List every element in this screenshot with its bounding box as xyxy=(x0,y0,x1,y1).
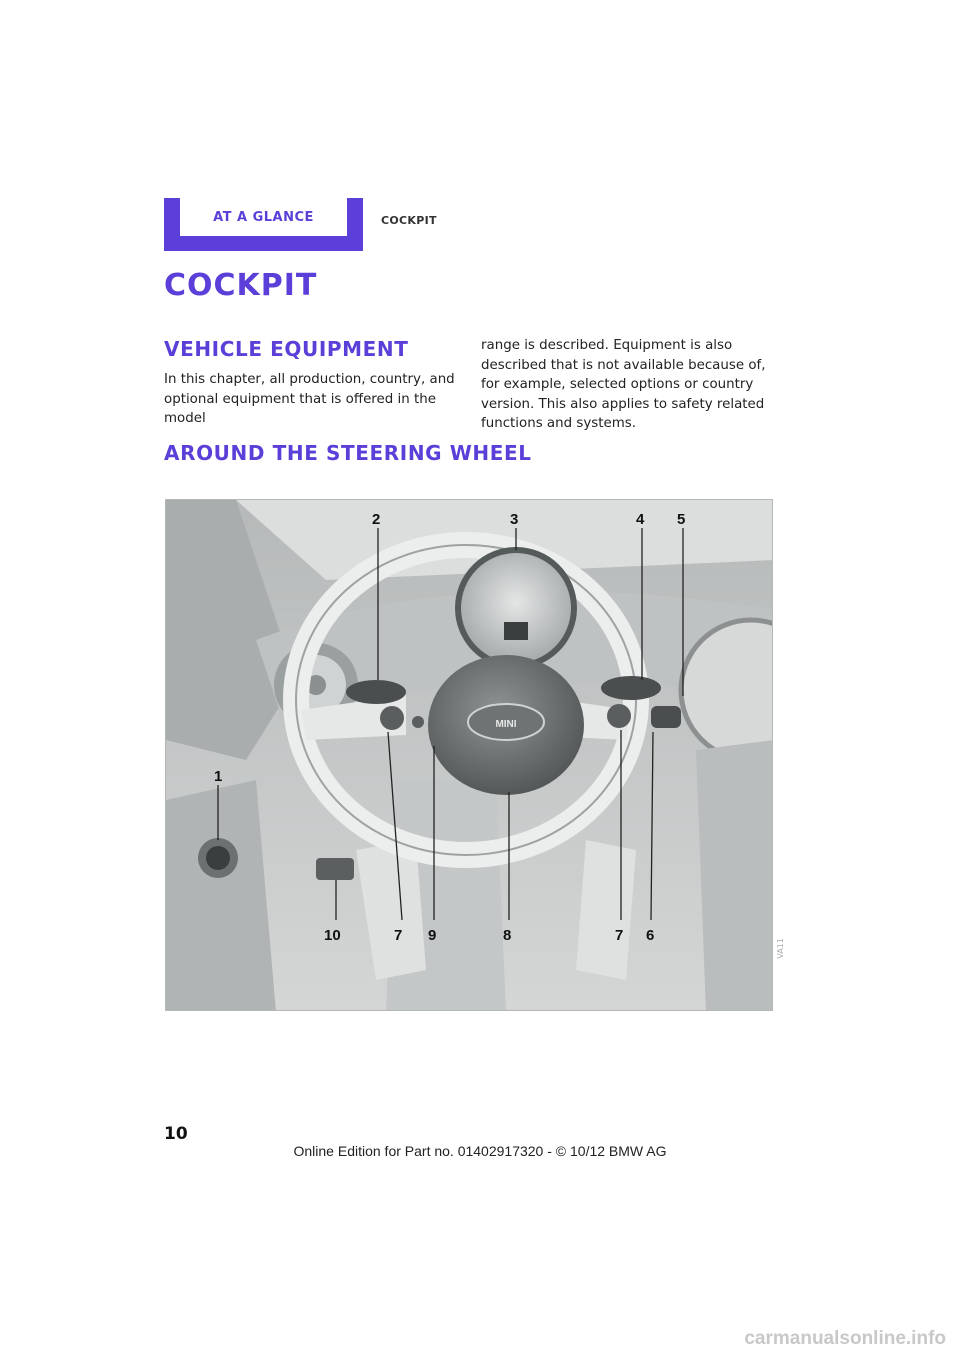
callout-10: 10 xyxy=(324,927,341,944)
watermark: carmanualsonline.info xyxy=(744,1328,946,1349)
section-tab[interactable] xyxy=(180,198,347,236)
callout-8: 8 xyxy=(503,927,512,944)
callout-3: 3 xyxy=(510,511,519,528)
running-head: COCKPIT xyxy=(381,214,437,227)
callout-5: 5 xyxy=(677,511,686,528)
callout-7-left: 7 xyxy=(394,927,403,944)
callout-7-right: 7 xyxy=(615,927,624,944)
callout-2: 2 xyxy=(372,511,381,528)
callout-6: 6 xyxy=(646,927,655,944)
cockpit-drawing xyxy=(166,500,773,1011)
callout-1: 1 xyxy=(214,768,223,785)
paragraph-left: In this chapter, all production, country, and optional equipment that is offered in the model xyxy=(164,372,455,426)
section-tab-label: AT A GLANCE xyxy=(213,209,314,225)
mini-logo: MINI xyxy=(495,719,517,730)
page-title: COCKPIT xyxy=(164,268,318,303)
cockpit-illustration xyxy=(165,499,773,1011)
footer-edition: Online Edition for Part no. 01402917320 - © 10/12 BMW AG xyxy=(293,1143,667,1159)
heading-vehicle-equipment: VEHICLE EQUIPMENT xyxy=(164,337,409,361)
callout-9: 9 xyxy=(428,927,437,944)
paragraph-right: range is described. Equipment is also described that is not available because of, for example, selected options or country version. This also applies to safety related functions and systems. xyxy=(481,338,766,431)
figure-code: VA11 xyxy=(776,938,785,959)
heading-steering-wheel: AROUND THE STEERING WHEEL xyxy=(164,441,532,465)
page-number: 10 xyxy=(164,1124,188,1144)
callout-4: 4 xyxy=(636,511,645,528)
